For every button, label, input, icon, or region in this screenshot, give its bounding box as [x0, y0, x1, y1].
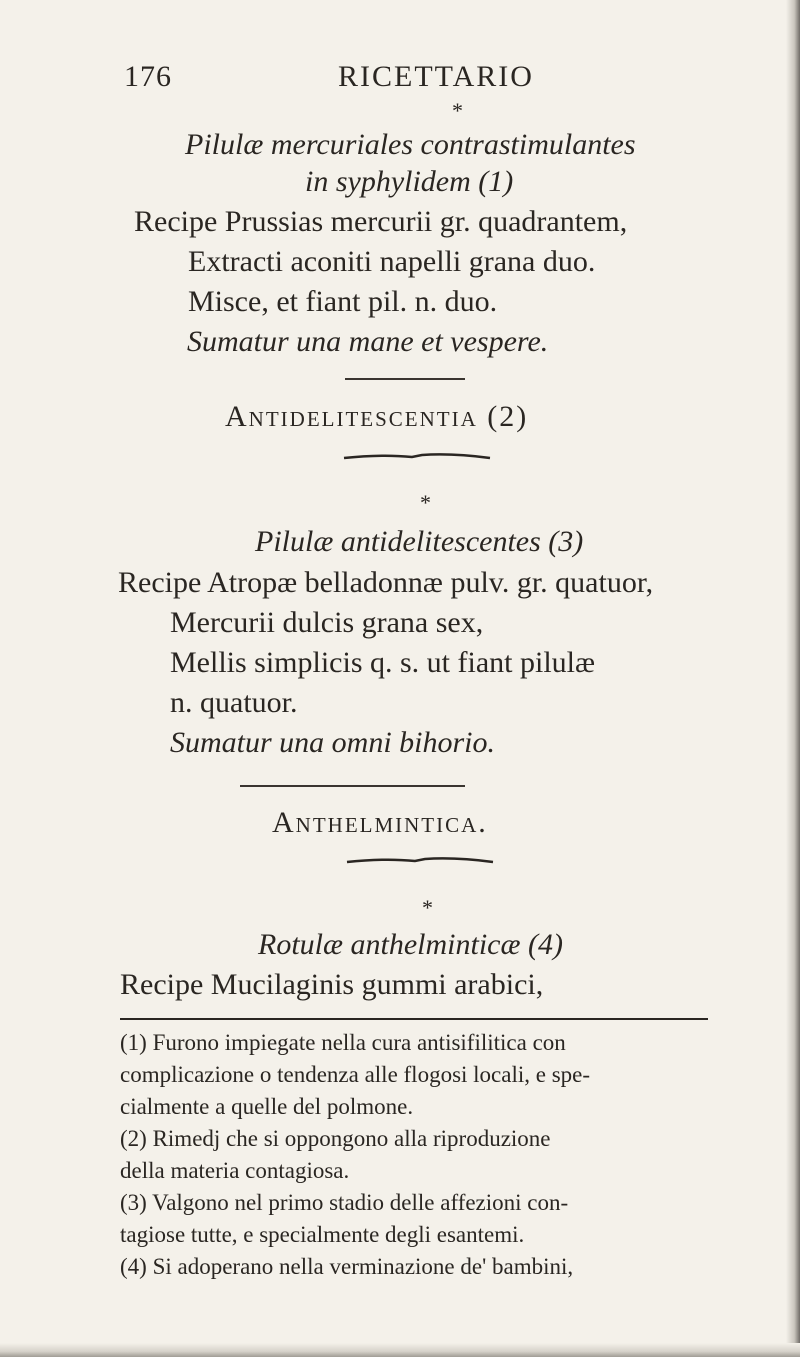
page-edge-shadow: [786, 0, 800, 1357]
page-bottom-edge: [0, 1343, 800, 1357]
recipe3-line-1: Recipe Mucilaginis gummi arabici,: [120, 968, 544, 1001]
footnote-line-6: (3) Valgono nel primo stadio delle affezioni con-: [120, 1190, 569, 1215]
page-number: 176: [124, 60, 172, 93]
recipe1-title-line1: Pilulæ mercuriales contrastimulantes: [185, 128, 636, 161]
recipe1-title-line2: in syphylidem (1): [305, 165, 514, 198]
section-heading-antidelitescentia: Antidelitescentia (2): [225, 400, 529, 433]
footnote-line-3: cialmente a quelle del polmone.: [120, 1094, 414, 1119]
recipe1-line-2: Extracti aconiti napelli grana duo.: [188, 245, 596, 278]
section-heading-anthelmintica: Anthelmintica.: [272, 806, 488, 839]
recipe2-dosage: Sumatur una omni bihorio.: [170, 726, 496, 759]
recipe3-title: Rotulæ anthelminticæ (4): [258, 928, 563, 961]
recipe2-line-4: n. quatuor.: [170, 686, 298, 719]
recipe1-line-3: Misce, et fiant pil. n. duo.: [188, 285, 498, 318]
asterisk-1: *: [452, 98, 463, 123]
recipe2-line-2: Mercurii dulcis grana sex,: [170, 606, 484, 639]
ornament-swash: [342, 452, 492, 462]
section-rule: [240, 785, 465, 787]
recipe1-line-1: Recipe Prussias mercurii gr. quadrantem,: [134, 205, 628, 238]
recipe2-title: Pilulæ antidelitescentes (3): [255, 525, 584, 558]
recipe1-dosage: Sumatur una mane et vespere.: [187, 325, 549, 358]
recipe2-line-1: Recipe Atropæ belladonnæ pulv. gr. quatuor,: [118, 566, 654, 599]
ornament-swash: [345, 856, 495, 866]
footnote-line-7: tagiose tutte, e specialmente degli esantemi.: [120, 1222, 525, 1247]
footnote-rule: [120, 1018, 708, 1020]
asterisk-3: *: [422, 895, 433, 920]
asterisk-2: *: [420, 490, 431, 515]
footnote-line-5: della materia contagiosa.: [120, 1158, 350, 1183]
footnote-line-8: (4) Si adoperano nella verminazione de' bambini,: [120, 1254, 574, 1279]
footnote-line-4: (2) Rimedj che si oppongono alla riproduzione: [120, 1126, 551, 1151]
running-title: RICETTARIO: [338, 60, 534, 93]
footnote-line-1: (1) Furono impiegate nella cura antisifilitica con: [120, 1030, 566, 1055]
recipe2-line-3: Mellis simplicis q. s. ut fiant pilulæ: [170, 646, 596, 679]
footnote-line-2: complicazione o tendenza alle flogosi locali, e spe-: [120, 1062, 591, 1087]
section-rule: [345, 378, 465, 380]
